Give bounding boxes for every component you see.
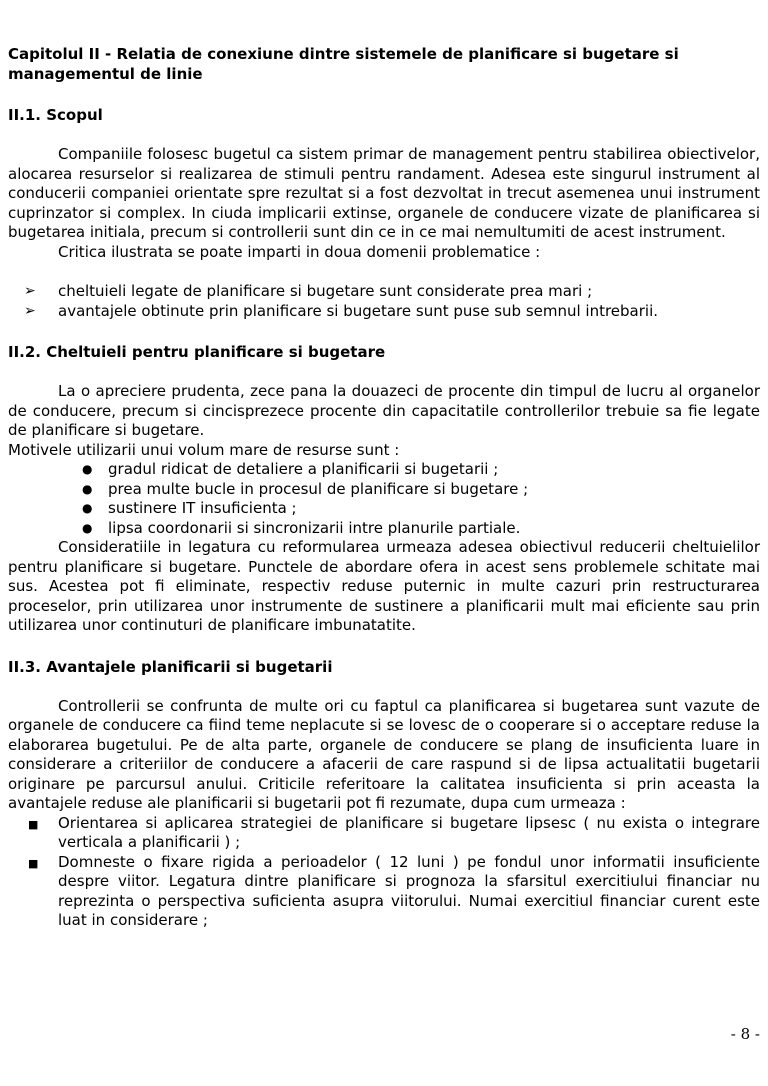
list-item — [8, 480, 760, 500]
arrow-bullet-icon: ➢ — [24, 302, 36, 319]
page-number: - 8 - — [730, 1025, 760, 1043]
paragraph: Controllerii se confrunta de multe ori cu faptul ca planificarea si bugetarea sunt vazute de organele de conducere ca fiind teme neplacute si se lovesc de o cooperare si o acceptare reduse la elaborarea bugetului. Pe de alta parte, organele de conducere se plang de insuficienta luare in considerare a criteriilor de conducere a afacerii de care raspund si de lipsa actualitatii bugetarii originare pe parcursul anului. Criticile referitoare la calitatea insuficienta si prin aceasta la avantajele reduse ale planificarii si bugetarii pot fi rezumate, dupa cum urmeaza : — [8, 696, 760, 812]
list-item — [8, 519, 760, 539]
dot-bullet-icon: ● — [82, 520, 93, 535]
list-item-text: avantajele obtinute prin planificare si bugetare sunt puse sub semnul intrebarii. — [58, 301, 659, 320]
section-title-scope: II.1. Scopul — [8, 106, 103, 124]
dot-bullet-icon: ● — [82, 481, 93, 496]
paragraph: Critica ilustrata se poate imparti in doua domenii problematice : — [58, 242, 541, 261]
list-item — [8, 460, 760, 480]
dot-bullet-icon: ● — [82, 501, 93, 515]
list-item-text: sustinere IT insuficienta ; — [108, 499, 297, 517]
list-item — [8, 853, 760, 931]
list-item-text: cheltuieli legate de planificare si bugetare sunt considerate prea mari ; — [58, 282, 593, 300]
dot-bullet-icon: ● — [82, 462, 93, 476]
paragraph: Consideratiile in legatura cu reformularea urmeaza adesea obiectivul reducerii cheltuielilor pentru planificare si bugetare. Punctele de abordare ofera in acest sens problemele schitate mai sus. Acestea pot fi eliminate, respectiv reduse puternic in multe cazuri prin restructurarea proceselor, prin utilizarea unor instrumente de sustinere a planificarii mult mai eficiente sau prin utilizarea unor continuturi de planificare imbunatatite. — [8, 538, 760, 634]
list-item-text: Orientarea si aplicarea strategiei de planificare si bugetare lipsesc ( nu exista o integrare verticala a planificarii ) ; — [58, 813, 760, 851]
document-page — [8, 44, 760, 931]
list-item-text: Domneste o fixare rigida a perioadelor ( 12 luni ) pe fondul unor informatii insuficiente despre viitor. Legatura dintre planificare si prognoza la sfarsitul exercitiului financiar nu reprezinta o perspectiva suficienta asupra viitorului. Numai exercitiul financiar curent este luat in considerare ; — [58, 852, 760, 929]
square-bullet-icon: ■ — [28, 856, 39, 870]
dot-bullet-list — [8, 460, 760, 538]
list-item — [8, 499, 760, 519]
paragraph: Motivele utilizarii unui volum mare de resurse sunt : — [8, 440, 400, 459]
section-title-costs: II.2. Cheltuieli pentru planificare si bugetare — [8, 343, 386, 361]
list-item-text: prea multe bucle in procesul de planificare si bugetare ; — [108, 479, 529, 498]
arrow-bullet-icon: ➢ — [24, 283, 36, 299]
chapter-title: Capitolul II - Relatia de conexiune dintre sistemele de planificare si bugetare si managementul de linie — [8, 45, 679, 83]
list-item — [8, 814, 760, 853]
section-title-advantages: II.3. Avantajele planificarii si bugetarii — [8, 657, 333, 676]
list-item — [8, 282, 760, 302]
paragraph: Companiile folosesc bugetul ca sistem primar de management pentru stabilirea obiectivelor, alocarea resurselor si realizarea de stimuli pentru randament. Adesea este singurul instrument al conducerii companiei orientate spre rezultat si a fost dezvoltat in trecut asemenea unui instrument cuprinzator si complex. In ciuda implicarii extinse, organele de conducere vizate de planificarea si bugetarea initiala, precum si controllerii sunt din ce in ce mai nemultumiti de acest instrument. — [8, 145, 760, 241]
list-item-text: lipsa coordonarii si sincronizarii intre planurile partiale. — [108, 518, 521, 537]
arrow-bullet-list — [8, 282, 760, 321]
paragraph: La o apreciere prudenta, zece pana la douazeci de procente din timpul de lucru al organelor de conducere, precum si cincisprezece procente din capacitatile controllerilor trebuie sa fie legate de planificare si bugetare. — [8, 382, 760, 439]
list-item-text: gradul ridicat de detaliere a planificarii si bugetarii ; — [108, 460, 499, 478]
square-bullet-list — [8, 814, 760, 931]
square-bullet-icon: ■ — [28, 817, 39, 831]
list-item — [8, 302, 760, 322]
